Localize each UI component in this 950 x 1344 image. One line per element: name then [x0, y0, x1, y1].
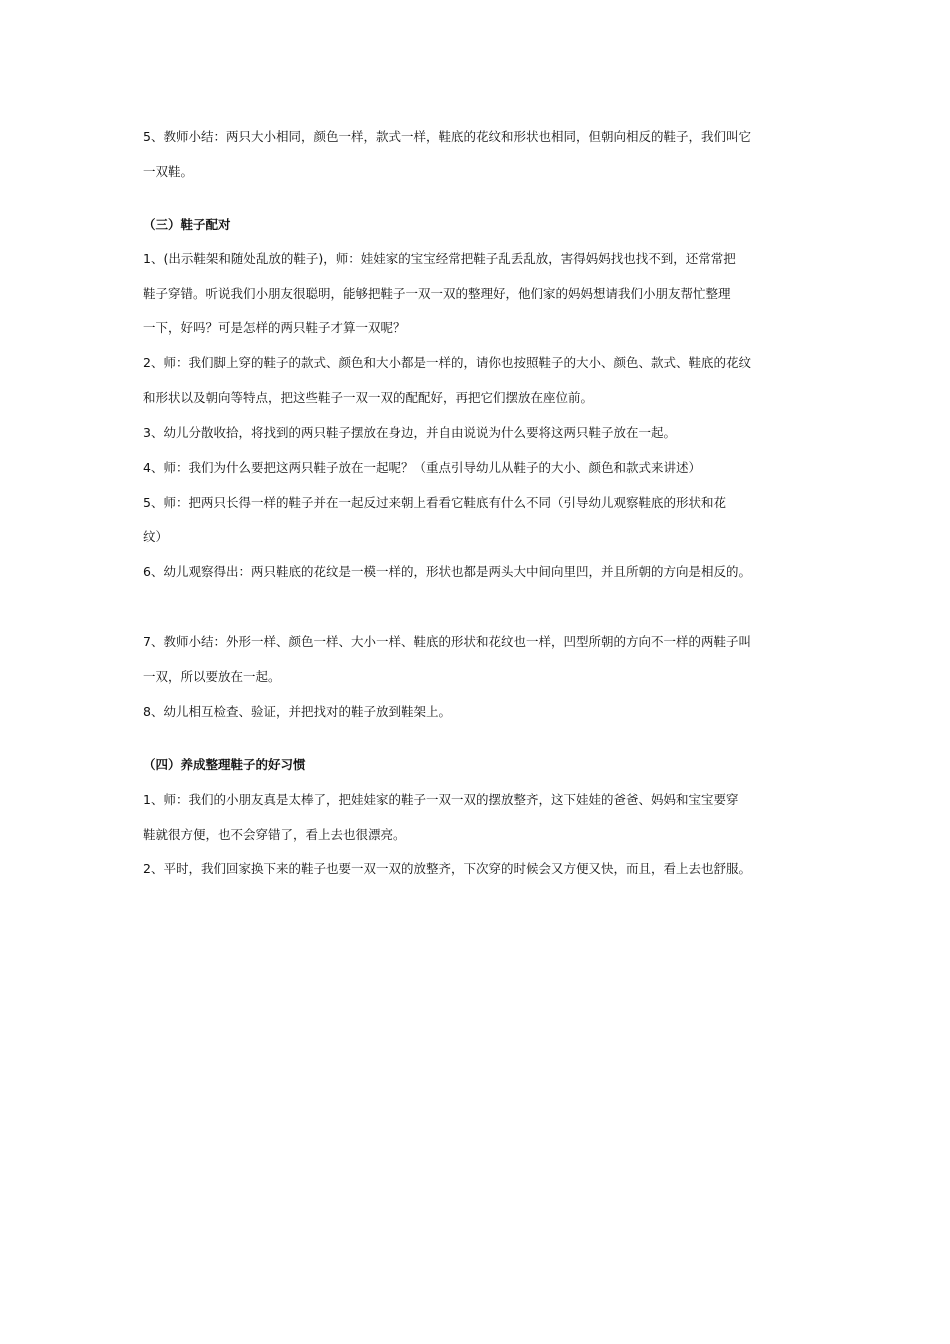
paragraph-line: 鞋子穿错。听说我们小朋友很聪明，能够把鞋子一双一双的整理好，他们家的妈妈想请我们小朋友帮忙整理: [143, 286, 731, 301]
paragraph-line: 一双鞋。: [143, 164, 194, 179]
paragraph-line: 鞋就很方便，也不会穿错了，看上去也很漂亮。: [143, 827, 406, 842]
paragraph-line: 纹）: [143, 529, 169, 544]
paragraph-line: 3、幼儿分散收拾，将找到的两只鞋子摆放在身边，并自由说说为什么要将这两只鞋子放在一起。: [143, 425, 676, 440]
paragraph-line: 1、师：我们的小朋友真是太棒了，把娃娃家的鞋子一双一双的摆放整齐，这下娃娃的爸爸、妈妈和宝宝要穿: [143, 792, 739, 807]
paragraph-line: 5、教师小结：两只大小相同，颜色一样，款式一样，鞋底的花纹和形状也相同，但朝向相反的鞋子，我们叫它: [143, 129, 751, 144]
paragraph-line: 一双，所以要放在一起。: [143, 669, 281, 684]
paragraph-line: 一下，好吗？可是怎样的两只鞋子才算一双呢？: [143, 320, 406, 335]
paragraph-line: 8、幼儿相互检查、验证，并把找对的鞋子放到鞋架上。: [143, 704, 451, 719]
paragraph-line: 5、师：把两只长得一样的鞋子并在一起反过来朝上看看它鞋底有什么不同（引导幼儿观察鞋底的形状和花: [143, 495, 726, 510]
paragraph-line: 和形状以及朝向等特点，把这些鞋子一双一双的配配好，再把它们摆放在座位前。: [143, 390, 594, 405]
paragraph-line: 4、师：我们为什么要把这两只鞋子放在一起呢？（重点引导幼儿从鞋子的大小、颜色和款式来讲述）: [143, 460, 701, 475]
paragraph-line: 2、平时，我们回家换下来的鞋子也要一双一双的放整齐，下次穿的时候会又方便又快，而且，看上去也舒服。: [143, 861, 751, 876]
paragraph-line: 6、幼儿观察得出：两只鞋底的花纹是一模一样的，形状也都是两头大中间向里凹，并且所朝的方向是相反的。: [143, 564, 751, 579]
paragraph-line: 7、教师小结：外形一样、颜色一样、大小一样、鞋底的形状和花纹也一样，凹型所朝的方向不一样的两鞋子叫: [143, 634, 751, 649]
section-heading: （三）鞋子配对: [143, 217, 231, 232]
paragraph-line: 1、(出示鞋架和随处乱放的鞋子)，师：娃娃家的宝宝经常把鞋子乱丢乱放，害得妈妈找也找不到，还常常把: [143, 251, 736, 266]
section-heading: （四）养成整理鞋子的好习惯: [143, 757, 306, 772]
paragraph-line: 2、师：我们脚上穿的鞋子的款式、颜色和大小都是一样的，请你也按照鞋子的大小、颜色、款式、鞋底的花纹: [143, 355, 751, 370]
